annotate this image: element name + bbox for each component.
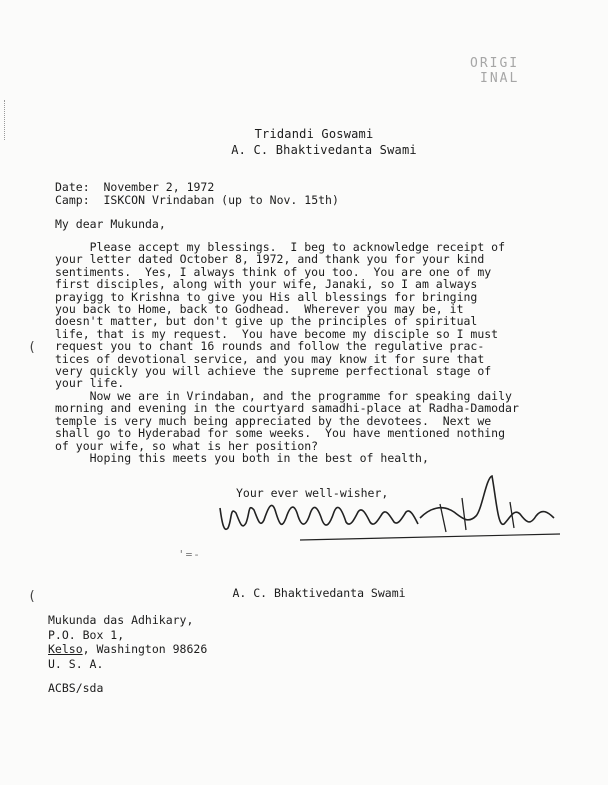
- signer-name: A. C. Bhaktivedanta Swami: [232, 586, 406, 600]
- reference-initials: ACBS/sda: [48, 681, 104, 695]
- recipient-city: Kelso: [48, 642, 83, 656]
- closing: Your ever well-wisher,: [236, 486, 389, 500]
- body-line: sentiments. Yes, I always think of you too. You are one of my: [55, 264, 492, 279]
- original-stamp: [470, 56, 580, 86]
- body-line: shall go to Hyderabad for some weeks. You have mentioned nothing: [55, 426, 506, 441]
- margin-mark: (: [28, 340, 36, 355]
- camp-row: [55, 194, 339, 207]
- body-line: morning and evening in the courtyard samadhi-place at Radha-Damodar: [55, 401, 519, 416]
- body-line: life, that is my request. You have become my disciple so I must: [55, 326, 499, 341]
- letter-body: [55, 241, 600, 464]
- signature-mark: '=-: [178, 548, 201, 561]
- recipient-city-row: [48, 642, 207, 657]
- handwritten-signature: [210, 468, 570, 553]
- letter-meta: [55, 181, 339, 207]
- body-line: first disciples, along with your wife, Janaki, so I am always: [55, 277, 478, 292]
- body-line: Please accept my blessings. I beg to acknowledge receipt of: [55, 240, 506, 254]
- body-line: you back to Home, back to Godhead. Wherever you may be, it: [55, 302, 464, 317]
- recipient-box: P.O. Box 1,: [48, 627, 125, 642]
- letterhead: [0, 126, 608, 158]
- recipient-country: U. S. A.: [48, 656, 104, 671]
- body-line: your letter dated October 8, 1972, and thank you for your kind: [55, 252, 485, 267]
- body-line: your life.: [55, 376, 125, 391]
- body-line: Hoping this meets you both in the best of health,: [55, 450, 429, 465]
- letterhead-name: A. C. Bhaktivedanta Swami: [231, 143, 417, 157]
- letterhead-title: Tridandi Goswami: [254, 127, 374, 141]
- margin-mark: (: [28, 589, 36, 604]
- recipient-address: [48, 613, 207, 671]
- body-line: of your wife, so what is her position?: [55, 438, 319, 453]
- recipient-name: Mukunda das Adhikary,: [48, 613, 194, 627]
- stamp-line-1: ORIGI: [470, 56, 520, 71]
- body-line: very quickly you will achieve the supreme perfectional stage of: [55, 364, 492, 379]
- camp-label: Camp:: [55, 193, 90, 207]
- recipient-state-zip: , Washington 98626: [82, 642, 208, 656]
- body-line: request you to chant 16 rounds and follow the regulative prac-: [55, 339, 485, 354]
- date-value: November 2, 1972: [103, 180, 215, 194]
- body-line: tices of devotional service, and you may know it for sure that: [55, 351, 485, 366]
- body-line: Now we are in Vrindaban, and the programme for speaking daily: [55, 388, 512, 403]
- salutation: My dear Mukunda,: [55, 217, 166, 231]
- body-line: doesn't matter, but don't give up the principles of spiritual: [55, 314, 478, 329]
- body-line: prayigg to Krishna to give you His all blessings for bringing: [55, 289, 478, 304]
- camp-value: ISKCON Vrindaban (up to Nov. 15th): [103, 193, 339, 207]
- body-line: temple is very much being appreciated by the devotees. Next we: [55, 413, 492, 428]
- date-label: Date:: [55, 180, 90, 194]
- stamp-line-2: INAL: [480, 71, 520, 86]
